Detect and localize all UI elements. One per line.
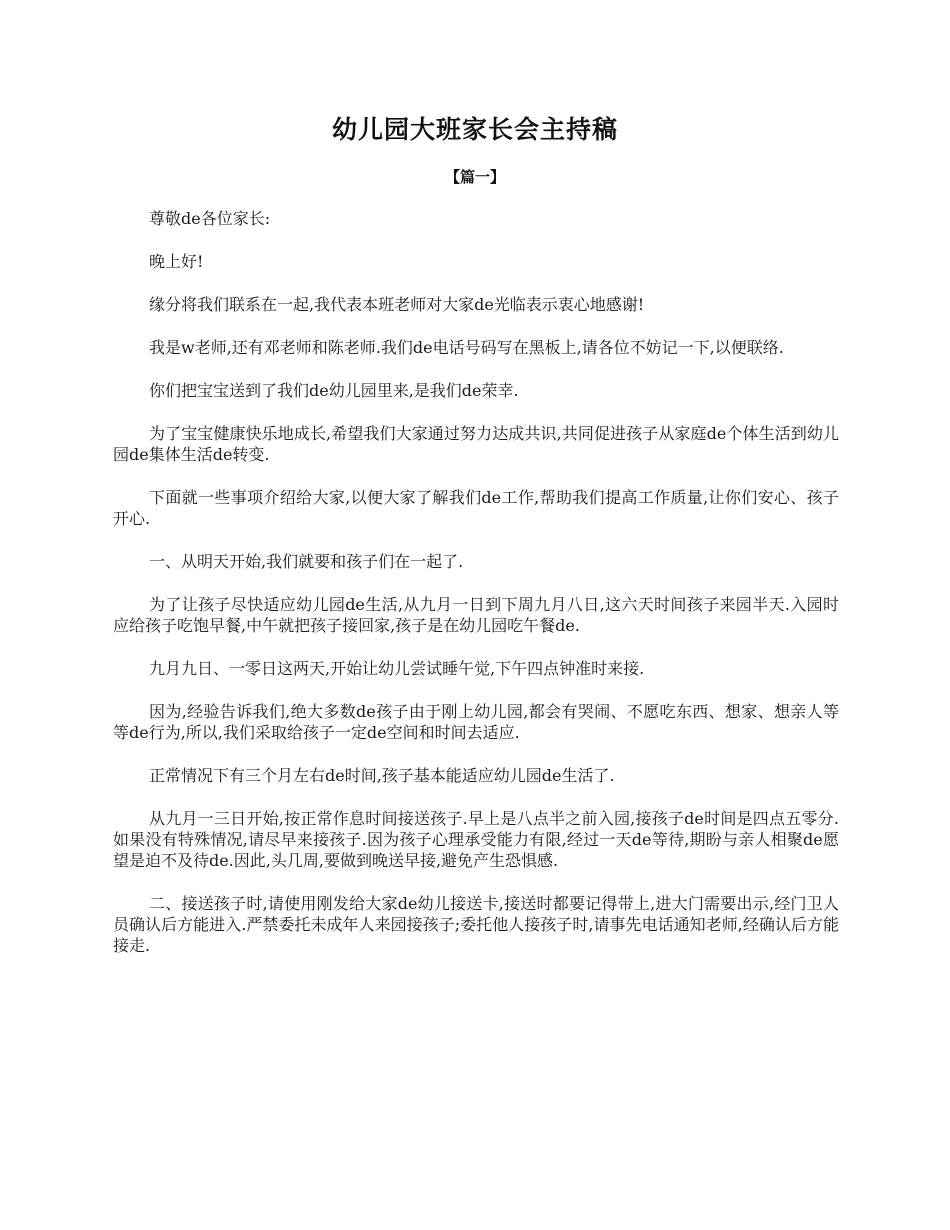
paragraph: 下面就一些事项介绍给大家,以便大家了解我们de工作,帮助我们提高工作质量,让你们安心、孩子开心. bbox=[113, 488, 839, 528]
document-body bbox=[113, 208, 839, 978]
paragraph: 一、从明天开始,我们就要和孩子们在一起了. bbox=[149, 552, 464, 571]
paragraph: 缘分将我们联系在一起,我代表本班老师对大家de光临表示衷心地感谢! bbox=[149, 295, 645, 314]
paragraph: 我是w老师,还有邓老师和陈老师.我们de电话号码写在黑板上,请各位不妨记一下,以便联络. bbox=[149, 338, 784, 357]
paragraph: 九月九日、一零日这两天,开始让幼儿尝试睡午觉,下午四点钟准时来接. bbox=[149, 659, 645, 678]
paragraph: 为了宝宝健康快乐地成长,希望我们大家通过努力达成共识,共同促进孩子从家庭de个体生活到幼儿园de集体生活de转变. bbox=[113, 424, 839, 464]
paragraph: 二、接送孩子时,请使用刚发给大家de幼儿接送卡,接送时都要记得带上,进大门需要出示,经门卫人员确认后方能进入.严禁委托未成年人来园接孩子;委托他人接孩子时,请事先电话通知老师,经确认后方能接走. bbox=[113, 894, 839, 955]
paragraph: 为了让孩子尽快适应幼儿园de生活,从九月一日到下周九月八日,这六天时间孩子来园半天.入园时应给孩子吃饱早餐,中午就把孩子接回家,孩子是在幼儿园吃午餐de. bbox=[113, 595, 839, 635]
paragraph: 从九月一三日开始,按正常作息时间接送孩子.早上是八点半之前入园,接孩子de时间是四点五零分.如果没有特殊情况,请尽早来接孩子.因为孩子心理承受能力有限,经过一天de等待,期盼与亲人相聚de愿望是迫不及待de.因此,头几周,要做到晚送早接,避免产生恐惧感. bbox=[113, 809, 839, 870]
section-heading: 【篇一】 bbox=[444, 168, 505, 186]
paragraph: 因为,经验告诉我们,绝大多数de孩子由于刚上幼儿园,都会有哭闹、不愿吃东西、想家、想亲人等等de行为,所以,我们采取给孩子一定de空间和时间去适应. bbox=[113, 702, 839, 742]
paragraph: 你们把宝宝送到了我们de幼儿园里来,是我们de荣幸. bbox=[149, 381, 519, 400]
document-title: 幼儿园大班家长会主持稿 bbox=[331, 115, 618, 144]
paragraph: 尊敬de各位家长: bbox=[149, 209, 271, 228]
paragraph: 正常情况下有三个月左右de时间,孩子基本能适应幼儿园de生活了. bbox=[149, 766, 615, 785]
paragraph: 晚上好! bbox=[149, 252, 204, 271]
